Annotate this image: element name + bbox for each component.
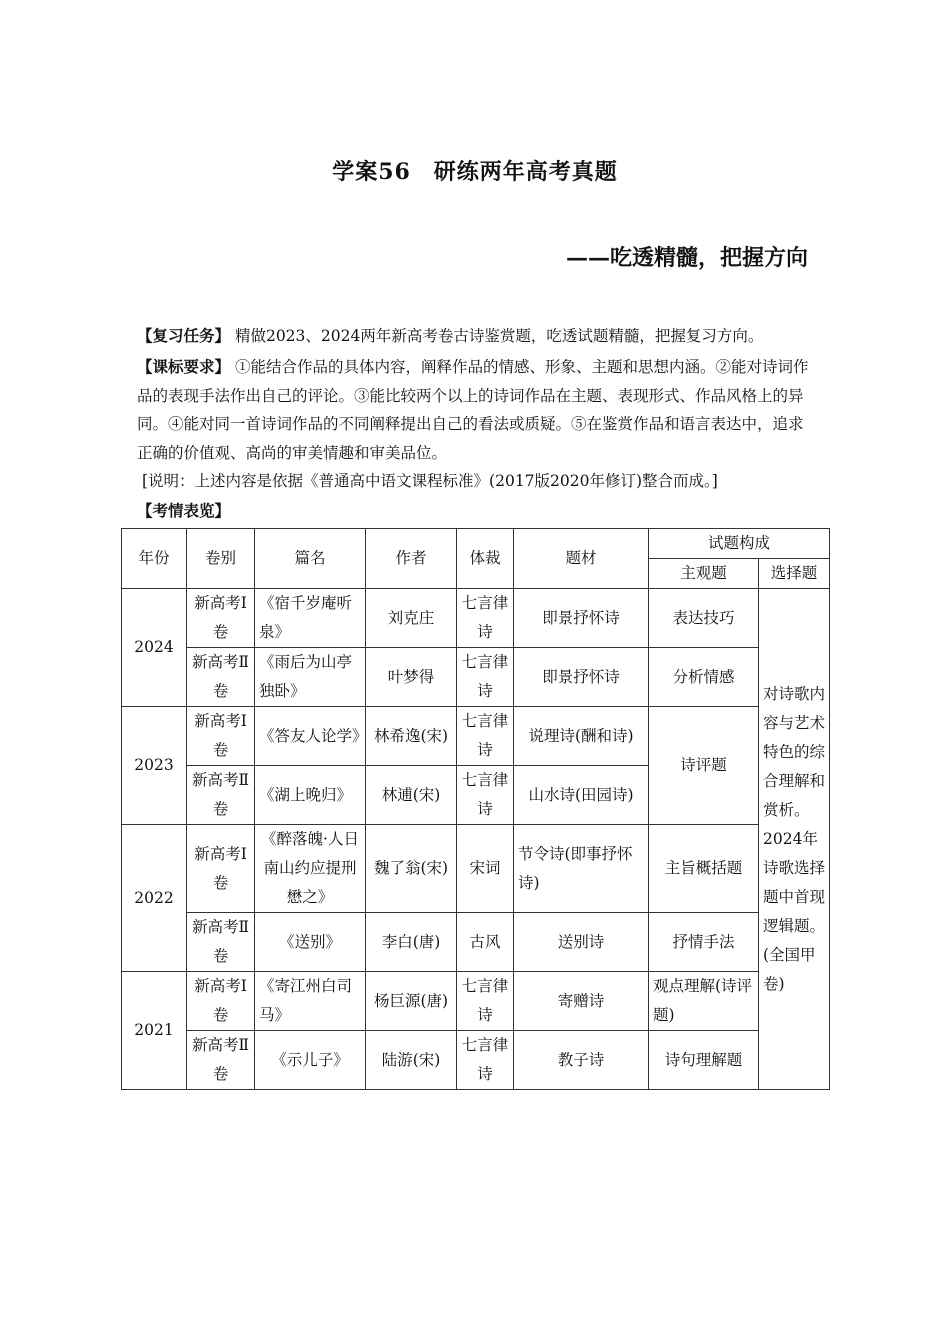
piece-cell: 《宿千岁庵听泉》 — [255, 589, 366, 648]
header-genre: 体裁 — [457, 529, 514, 589]
subject-cell: 教子诗 — [514, 1031, 649, 1090]
subjective-cell: 分析情感 — [649, 648, 759, 707]
genre-cell: 七言律诗 — [457, 648, 514, 707]
review-task — [137, 322, 813, 351]
header-author: 作者 — [366, 529, 457, 589]
author-cell: 李白(唐) — [366, 913, 457, 972]
curriculum-text: ①能结合作品的具体内容，阐释作品的情感、形象、主题和思想内涵。②能对诗词作品的表现手法作出自己的评论。③能比较两个以上的诗词作品在主题、表现形式、作品风格上的异同。④能对同一首诗词作品的不同阐释提出自己的看法或质疑。⑤在鉴赏作品和语言表达中，追求正确的价值观、高尚的审美情趣和审美品位。 — [137, 358, 809, 462]
subjective-cell: 诗评题 — [649, 707, 759, 825]
table-row — [122, 825, 830, 913]
subject-cell: 节令诗(即事抒怀诗) — [514, 825, 649, 913]
piece-cell: 《雨后为山亭独卧》 — [255, 648, 366, 707]
author-cell: 林希逸(宋) — [366, 707, 457, 766]
table-header-row — [122, 529, 830, 559]
author-cell: 林逋(宋) — [366, 766, 457, 825]
header-subjective: 主观题 — [649, 559, 759, 589]
overview-label: 【考情表览】 — [137, 501, 231, 520]
piece-cell: 《答友人论学》 — [255, 707, 366, 766]
genre-cell: 七言律诗 — [457, 707, 514, 766]
paper-cell: 新高考Ⅱ卷 — [187, 648, 255, 707]
subjective-cell: 抒情手法 — [649, 913, 759, 972]
subject-cell: 送别诗 — [514, 913, 649, 972]
review-task-text: 精做2023、2024两年新高考卷古诗鉴赏题，吃透试题精髓，把握复习方向。 — [234, 327, 764, 345]
subject-cell: 说理诗(酬和诗) — [514, 707, 649, 766]
genre-cell: 七言律诗 — [457, 972, 514, 1031]
year-cell: 2024 — [122, 589, 187, 707]
subjective-cell: 观点理解(诗评题) — [649, 972, 759, 1031]
header-subject: 题材 — [514, 529, 649, 589]
paper-cell: 新高考Ⅰ卷 — [187, 825, 255, 913]
curriculum-requirements — [137, 353, 813, 467]
source-note: [说明：上述内容是依据《普通高中语文课程标准》(2017版2020年修订)整合而成。] — [142, 472, 718, 490]
paper-cell: 新高考Ⅰ卷 — [187, 589, 255, 648]
year-cell: 2022 — [122, 825, 187, 972]
curriculum-label: 【课标要求】 — [137, 357, 231, 376]
piece-cell: 《醉落魄·人日南山约应提刑懋之》 — [255, 825, 366, 913]
table-row — [122, 707, 830, 766]
exam-overview-table — [121, 528, 830, 1090]
paper-cell: 新高考Ⅱ卷 — [187, 913, 255, 972]
author-cell: 叶梦得 — [366, 648, 457, 707]
header-composition: 试题构成 — [649, 529, 830, 559]
table-row — [122, 1031, 830, 1090]
piece-cell: 《湖上晚归》 — [255, 766, 366, 825]
piece-cell: 《寄江州白司马》 — [255, 972, 366, 1031]
subject-cell: 即景抒怀诗 — [514, 648, 649, 707]
subjective-cell: 诗句理解题 — [649, 1031, 759, 1090]
author-cell: 陆游(宋) — [366, 1031, 457, 1090]
piece-cell: 《示儿子》 — [255, 1031, 366, 1090]
genre-cell: 宋词 — [457, 825, 514, 913]
author-cell: 刘克庄 — [366, 589, 457, 648]
paper-cell: 新高考Ⅰ卷 — [187, 972, 255, 1031]
genre-cell: 古风 — [457, 913, 514, 972]
year-cell: 2023 — [122, 707, 187, 825]
genre-cell: 七言律诗 — [457, 589, 514, 648]
piece-cell: 《送别》 — [255, 913, 366, 972]
paper-cell: 新高考Ⅱ卷 — [187, 1031, 255, 1090]
author-cell: 杨巨源(唐) — [366, 972, 457, 1031]
genre-cell: 七言律诗 — [457, 766, 514, 825]
table-row — [122, 648, 830, 707]
genre-cell: 七言律诗 — [457, 1031, 514, 1090]
page-title: 学案56 研练两年高考真题 — [332, 159, 618, 185]
header-year: 年份 — [122, 529, 187, 589]
subjective-cell: 主旨概括题 — [649, 825, 759, 913]
header-choice: 选择题 — [759, 559, 830, 589]
page-subtitle: ——吃透精髓，把握方向 — [565, 245, 808, 271]
table-row — [122, 972, 830, 1031]
subject-cell: 山水诗(田园诗) — [514, 766, 649, 825]
table-row — [122, 913, 830, 972]
paper-cell: 新高考Ⅰ卷 — [187, 707, 255, 766]
subjective-cell: 表达技巧 — [649, 589, 759, 648]
choice-cell: 对诗歌内容与艺术特色的综合理解和赏析。2024年诗歌选择题中首现逻辑题。(全国甲卷) — [759, 589, 830, 1090]
review-task-label: 【复习任务】 — [137, 326, 231, 345]
header-paper: 卷别 — [187, 529, 255, 589]
paper-cell: 新高考Ⅱ卷 — [187, 766, 255, 825]
year-cell: 2021 — [122, 972, 187, 1090]
header-piece: 篇名 — [255, 529, 366, 589]
author-cell: 魏了翁(宋) — [366, 825, 457, 913]
subject-cell: 寄赠诗 — [514, 972, 649, 1031]
table-row — [122, 589, 830, 648]
subject-cell: 即景抒怀诗 — [514, 589, 649, 648]
